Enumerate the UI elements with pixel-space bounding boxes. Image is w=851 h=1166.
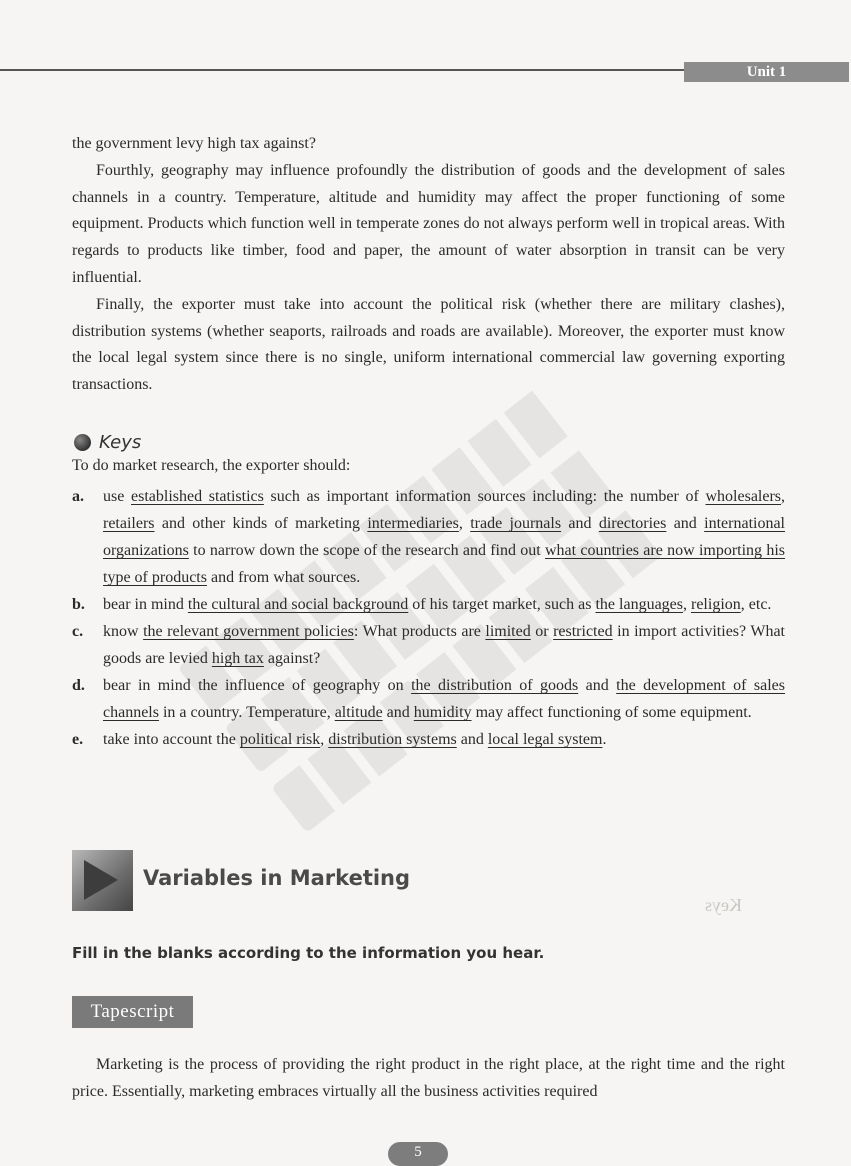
paragraph: Marketing is the process of providing the right product in the right place, at the right time and the right price. Essentially, marketing embraces virtually all the business activities required (72, 1056, 785, 1100)
key-text: against? (263, 650, 321, 667)
underlined-keyword: established statistics (131, 488, 264, 505)
key-item (72, 591, 785, 618)
key-text: bear in mind (103, 596, 188, 613)
key-letter: c. (72, 623, 84, 640)
body-text-top (72, 131, 785, 399)
key-text: to narrow down the scope of the research and find out (188, 542, 545, 559)
underlined-keyword: distribution systems (328, 731, 457, 748)
keys-intro: To do market research, the exporter should: (72, 457, 351, 474)
bleed-through-text: Keys (705, 895, 742, 915)
underlined-keyword: the languages (595, 596, 683, 613)
key-text: know (103, 623, 144, 640)
underlined-keyword: limited (485, 623, 531, 640)
key-item (72, 726, 785, 753)
key-text: , (320, 731, 329, 748)
key-letter: a. (72, 488, 84, 505)
key-text: may affect functioning of some equipment. (471, 704, 752, 721)
underlined-keyword: humidity (413, 704, 472, 721)
key-text: bear in mind the influence of geography on (103, 677, 412, 694)
key-text: and (578, 677, 617, 694)
key-letter: d. (72, 677, 85, 694)
underlined-keyword: retailers (103, 515, 155, 532)
underlined-keyword: what countries are now importing his type of products (103, 542, 785, 586)
underlined-keyword: local legal system (487, 731, 603, 748)
key-text: and (666, 515, 705, 532)
instruction-text: Fill in the blanks according to the information you hear. (72, 944, 545, 962)
underlined-keyword: intermediaries (367, 515, 459, 532)
key-item (72, 672, 785, 726)
paragraph: the government levy high tax against? (72, 135, 316, 152)
unit-label: Unit 1 (684, 62, 849, 82)
key-text: in import activities? What goods are levied (103, 623, 785, 667)
key-item (72, 483, 785, 591)
key-letter: b. (72, 596, 85, 613)
underlined-keyword: international organizations (103, 515, 785, 559)
key-text: , etc. (740, 596, 772, 613)
key-text: , (683, 596, 691, 613)
underlined-keyword: wholesalers (705, 488, 782, 505)
tapescript-badge: Tapescript (72, 996, 193, 1028)
paragraph: Finally, the exporter must take into account the political risk (whether there are military clashes), distribution systems (whether seaports, railroads and roads are available). Moreover, the exporter must know the local legal system since there is no single, uniform international commercial law governing exporting transactions. (72, 295, 785, 394)
key-text: . (602, 731, 607, 748)
underlined-keyword: political risk (239, 731, 321, 748)
keys-title: Keys (99, 431, 142, 453)
key-text: take into account the (103, 731, 240, 748)
keys-heading (74, 430, 141, 454)
section-title: Variables in Marketing (143, 866, 411, 890)
underlined-keyword: the distribution of goods (411, 677, 579, 694)
header-rule (0, 69, 690, 71)
underlined-keyword: altitude (334, 704, 383, 721)
key-text: and (382, 704, 414, 721)
underlined-keyword: religion (691, 596, 741, 613)
key-text: and (456, 731, 488, 748)
key-text: such as important information sources including: the number of (263, 488, 706, 505)
underlined-keyword: directories (598, 515, 667, 532)
key-letter: e. (72, 731, 84, 748)
key-item (72, 618, 785, 672)
underlined-keyword: high tax (211, 650, 264, 667)
bullet-icon (74, 434, 91, 451)
body-text-bottom (72, 1052, 785, 1106)
underlined-keyword: the relevant government policies (143, 623, 354, 640)
key-text: and from what sources. (206, 569, 361, 586)
key-text: in a country. Temperature, (158, 704, 335, 721)
section-icon (72, 850, 133, 911)
key-text: and other kinds of marketing (154, 515, 368, 532)
page-number: 5 (388, 1142, 448, 1166)
key-text: , (458, 515, 471, 532)
paragraph: Fourthly, geography may influence profoundly the distribution of goods and the development of sales channels in a country. Temperature, altitude and humidity may affect the proper functioning of some equipment. Products which function well in temperate zones do not always perform well in tropical areas. With regards to products like timber, food and paper, the amount of water absorption in transit can be very influential. (72, 161, 785, 286)
keys-list (72, 483, 785, 753)
key-text: : What products are (353, 623, 486, 640)
underlined-keyword: trade journals (470, 515, 562, 532)
underlined-keyword: the development of sales channels (103, 677, 786, 721)
key-text: , (781, 488, 786, 505)
key-text: or (530, 623, 554, 640)
underlined-keyword: restricted (553, 623, 613, 640)
key-text: use (103, 488, 131, 505)
key-text: of his target market, such as (408, 596, 596, 613)
key-text: and (561, 515, 599, 532)
underlined-keyword: the cultural and social background (187, 596, 409, 613)
